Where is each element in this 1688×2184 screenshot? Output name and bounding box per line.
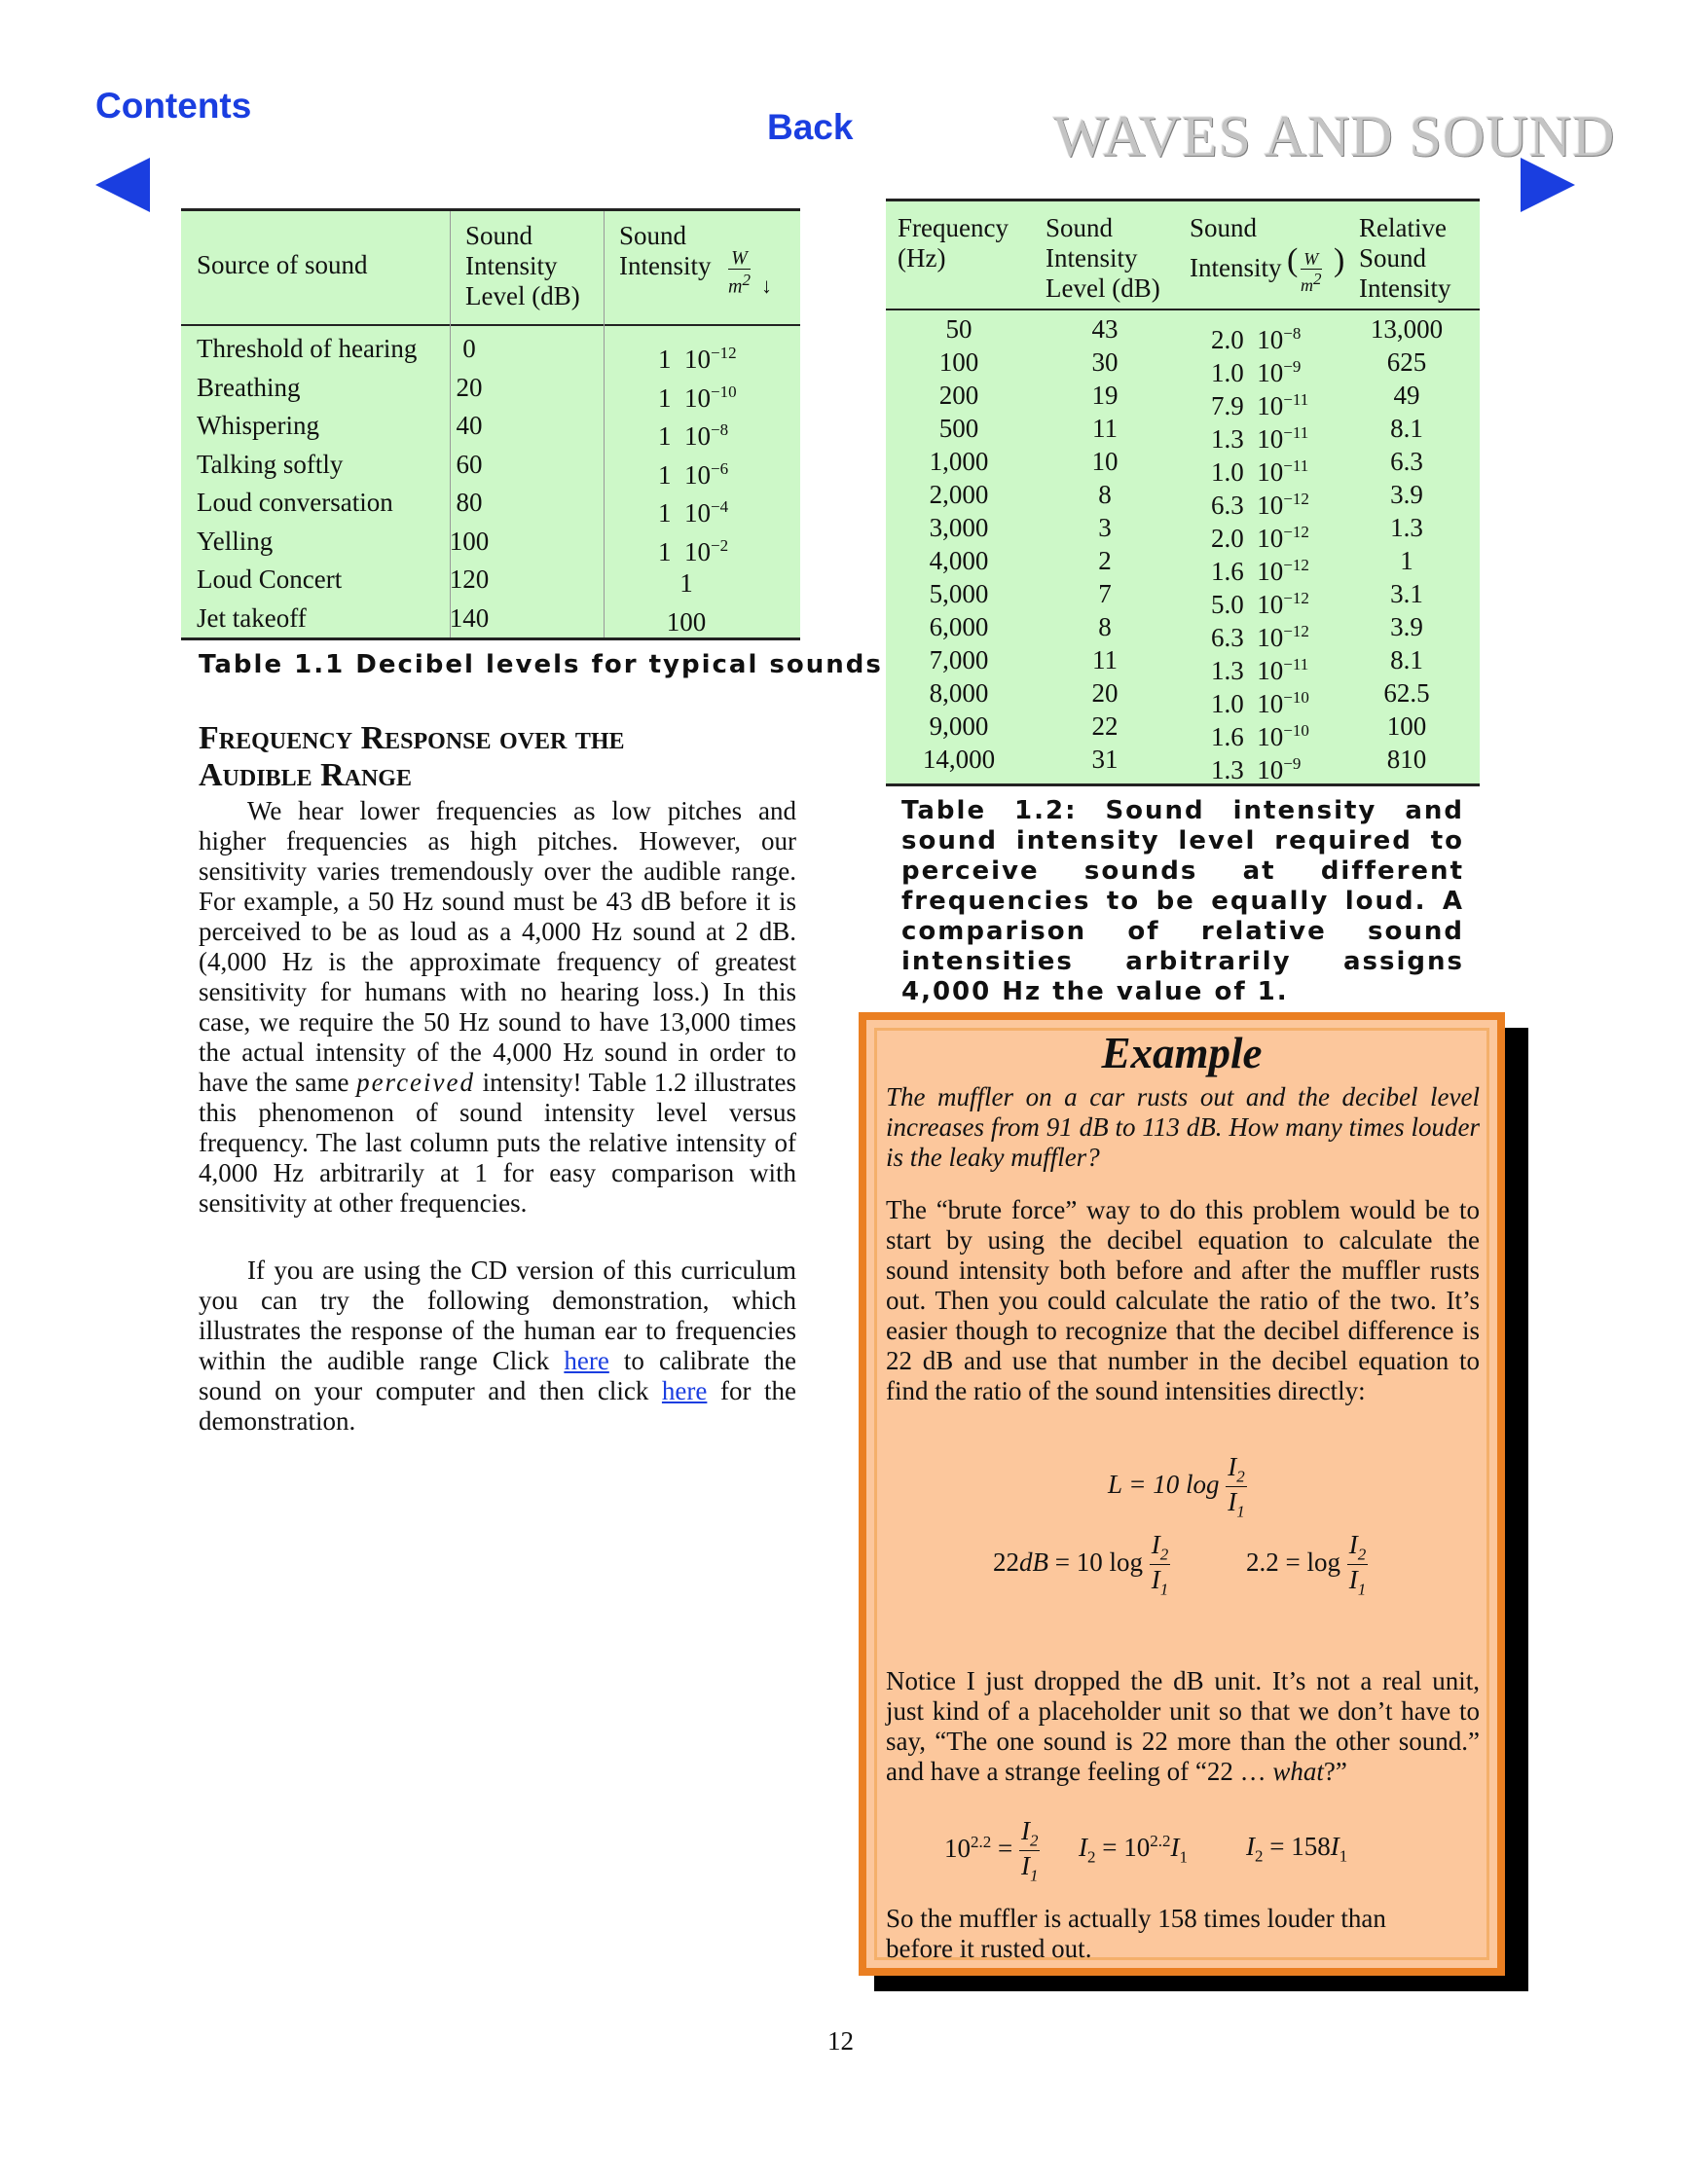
cell-frequency: 1,000: [929, 447, 989, 476]
cell-frequency: 9,000: [929, 711, 989, 741]
cell-level: 2: [1098, 546, 1112, 575]
decibel-equation: L = 10 log $\frac{I_2}{I_1}$: [1108, 1452, 1245, 1521]
cell-source: Loud conversation: [197, 488, 393, 517]
contents-link[interactable]: Contents: [95, 86, 252, 126]
table-row: [181, 407, 800, 451]
cell-relative: 625: [1386, 347, 1427, 377]
cell-level: 19: [1091, 381, 1119, 410]
cell-intensity: 2.0 $10^{-8}$: [1211, 324, 1302, 354]
cell-level: 8: [1098, 612, 1112, 641]
cell-level: 20: [1091, 678, 1119, 708]
table-row: [886, 645, 1480, 685]
cell-level: 100: [449, 526, 490, 556]
cell-intensity: 1 $10^{-4}$: [658, 497, 729, 528]
example-note: Notice I just dropped the dB unit. It’s not a real unit, just kind of a placeholder unit so that we don’t have to say, “The one sound is 22 more than the other sound.” and have a strange feeling of “22 … what?”: [886, 1666, 1480, 1786]
cell-intensity: 1.6 $10^{-12}$: [1211, 556, 1309, 586]
example-box: [859, 1012, 1505, 1976]
cell-intensity: 1.6 $10^{-10}$: [1211, 721, 1309, 751]
header-intensity: Sound Intensity W $m^2$ ↓: [619, 221, 772, 298]
cell-level: 43: [1091, 314, 1119, 344]
paragraph-demonstration: If you are using the CD version of this curriculum you can try the following demonstration, which illustrates the response of the human ear to frequencies within the audible range Click here to calibrate the sound on your computer and then click here for the demonstration.: [199, 1256, 797, 1436]
cell-frequency: 50: [945, 314, 972, 344]
cell-level: 0: [462, 334, 476, 363]
cell-source: Yelling: [197, 526, 274, 556]
cell-level: 8: [1098, 480, 1112, 509]
header-source: Source of sound: [197, 250, 368, 279]
cell-intensity: 1.3 $10^{-11}$: [1211, 655, 1309, 685]
example-explanation: The “brute force” way to do this problem would be to start by using the decibel equation to calculate the sound intensity both before and after the muffler rusts out. Then you could calculate the ratio of the two. It’s easier though to recognize that the decibel difference is 22 dB and use that number in the decibel equation to find the ratio of the sound intensities directly:: [886, 1195, 1480, 1405]
cell-intensity: 5.0 $10^{-12}$: [1211, 589, 1309, 619]
header-frequency: Frequency (Hz): [898, 213, 1009, 273]
cell-level: 30: [1091, 347, 1119, 377]
cell-relative: 8.1: [1390, 645, 1423, 674]
example-conclusion: So the muffler is actually 158 times louder than before it rusted out.: [886, 1904, 1386, 1963]
cell-relative: 3.1: [1390, 579, 1423, 608]
cell-frequency: 2,000: [929, 480, 989, 509]
cell-level: 31: [1091, 745, 1119, 774]
brand-title: WAVES AND SOUND: [1053, 104, 1616, 168]
table1-caption: Table 1.1 Decibel levels for typical sounds: [199, 650, 883, 679]
table-row: [181, 523, 800, 566]
cell-frequency: 7,000: [929, 645, 989, 674]
equation-result: $I_2 = 158I_1$: [1246, 1832, 1348, 1866]
cell-level: 40: [456, 411, 483, 440]
table-row: [886, 678, 1480, 718]
decibel-levels-table: [181, 208, 800, 640]
table-row: [886, 480, 1480, 520]
cell-intensity: 1 $10^{-10}$: [658, 382, 737, 413]
cell-intensity: 1.0 $10^{-11}$: [1211, 456, 1309, 487]
cell-relative: 1.3: [1390, 513, 1423, 542]
cell-level: 3: [1098, 513, 1112, 542]
header-relative: Relative Sound Intensity: [1359, 213, 1451, 303]
cell-level: 22: [1091, 711, 1119, 741]
cell-intensity: 1.3 $10^{-9}$: [1211, 754, 1302, 784]
calibrate-link[interactable]: here: [564, 1346, 609, 1375]
table-row: [886, 347, 1480, 387]
cell-intensity: 6.3 $10^{-12}$: [1211, 490, 1309, 520]
previous-page-arrow-icon[interactable]: [93, 156, 152, 214]
cell-level: 140: [449, 602, 490, 633]
cell-level: 60: [456, 449, 483, 479]
cell-level: 11: [1092, 414, 1118, 443]
cell-source: Breathing: [197, 372, 301, 402]
table-row: [886, 745, 1480, 784]
frequency-response-table: [886, 199, 1480, 786]
cell-source: Jet takeoff: [197, 602, 307, 633]
cell-source: Whispering: [197, 411, 319, 440]
table-row: [181, 484, 800, 528]
cell-intensity: 7.9 $10^{-11}$: [1211, 390, 1309, 420]
cell-relative: 13,000: [1370, 314, 1444, 344]
cell-intensity: 1 $10^{-12}$: [658, 344, 737, 374]
cell-frequency: 6,000: [929, 612, 989, 641]
demonstration-link[interactable]: here: [661, 1376, 708, 1405]
table-row: [886, 513, 1480, 553]
table-row: [181, 600, 800, 637]
cell-intensity: 1.0 $10^{-10}$: [1211, 688, 1309, 718]
cell-intensity: 1 $10^{-6}$: [658, 458, 729, 490]
next-page-arrow-icon[interactable]: [1519, 156, 1577, 214]
section-title: Frequency Response over the Audible Range: [199, 720, 625, 793]
cell-relative: 100: [1386, 711, 1427, 741]
cell-frequency: 100: [938, 347, 979, 377]
table-row: [181, 446, 800, 490]
equation-i2: $I_2 = 10^{2.2}I_1$: [1079, 1832, 1188, 1867]
equation-ratio: $10^{2.2}$ = $\frac{I_2}{I_1}$: [944, 1816, 1039, 1885]
cell-frequency: 14,000: [922, 745, 996, 774]
table-row: [886, 546, 1480, 586]
example-title: Example: [1101, 1029, 1263, 1077]
cell-relative: 3.9: [1390, 480, 1423, 509]
cell-intensity: 2.0 $10^{-12}$: [1211, 523, 1309, 553]
cell-source: Threshold of hearing: [197, 334, 418, 363]
table2-caption: Table 1.2: Sound intensity and sound intensity level required to perceive sounds at different frequencies to be equally loud. A comparison of relative sound intensities arbitrarily assigns 4,000 Hz the value of 1.: [901, 796, 1464, 1006]
equation-22db: 22dB = 10 log $\frac{I_2}{I_1}$: [993, 1530, 1169, 1599]
table-row: [181, 561, 800, 598]
table-row: [886, 381, 1480, 420]
table-row: [181, 330, 800, 374]
table-row: [886, 711, 1480, 751]
cell-intensity: 1.3 $10^{-11}$: [1211, 423, 1309, 454]
cell-source: Loud Concert: [197, 564, 343, 594]
cell-intensity: 1 $10^{-8}$: [658, 420, 729, 451]
cell-relative: 810: [1386, 745, 1427, 774]
cell-level: 11: [1092, 645, 1118, 674]
example-question: The muffler on a car rusts out and the decibel level increases from 91 dB to 113 dB. How many times louder is the leaky muffler?: [886, 1082, 1480, 1172]
table-row: [886, 579, 1480, 619]
cell-source: Talking softly: [197, 449, 344, 479]
header-intensity: Sound Intensity ( W $m^2$ ): [1190, 213, 1345, 295]
cell-intensity: 1: [679, 568, 693, 598]
table-row: [181, 369, 800, 413]
cell-intensity: 1 $10^{-2}$: [658, 535, 729, 566]
cell-relative: 3.9: [1390, 612, 1423, 641]
cell-relative: 62.5: [1383, 678, 1430, 708]
paragraph-frequency-response: We hear lower frequencies as low pitches and higher frequencies as high pitches. However, our sensitivity varies tremendously over the audible range. For example, a 50 Hz sound must be 43 dB before it is perceived to be as loud as a 4,000 Hz sound at 2 dB. (4,000 Hz is the approximate frequency of greatest sensitivity for humans with no hearing loss.) In this case, we require the 50 Hz sound to have 13,000 times the actual intensity of the 4,000 Hz sound in order to have the same perceived intensity! Table 1.2 illustrates this phenomenon of sound intensity level versus frequency. The last column puts the relative intensity of 4,000 Hz arbitrarily at 1 for easy comparison with sensitivity at other frequencies.: [199, 796, 797, 1218]
table-row: [886, 414, 1480, 454]
page-number: 12: [827, 2026, 854, 2056]
cell-frequency: 3,000: [929, 513, 989, 542]
cell-relative: 1: [1400, 546, 1413, 575]
cell-frequency: 500: [938, 414, 979, 443]
cell-relative: 8.1: [1390, 414, 1423, 443]
cell-level: 10: [1091, 447, 1119, 476]
cell-frequency: 4,000: [929, 546, 989, 575]
cell-frequency: 200: [938, 381, 979, 410]
cell-level: 80: [456, 488, 483, 517]
header-level: Sound Intensity Level (dB): [465, 221, 580, 310]
cell-intensity: 1.0 $10^{-9}$: [1211, 357, 1302, 387]
cell-level: 20: [456, 372, 483, 402]
cell-relative: 49: [1393, 381, 1420, 410]
cell-level: 7: [1098, 579, 1112, 608]
table-row: [886, 314, 1480, 354]
cell-intensity: 6.3 $10^{-12}$: [1211, 622, 1309, 652]
cell-intensity: 100: [666, 606, 707, 637]
table-row: [886, 447, 1480, 487]
table-row: [886, 612, 1480, 652]
equation-2-2: 2.2 = log $\frac{I_2}{I_1}$: [1246, 1530, 1367, 1599]
header-level: Sound Intensity Level (dB): [1046, 213, 1160, 303]
cell-level: 120: [449, 564, 490, 594]
back-link[interactable]: Back: [767, 107, 854, 147]
cell-frequency: 5,000: [929, 579, 989, 608]
cell-relative: 6.3: [1390, 447, 1423, 476]
cell-frequency: 8,000: [929, 678, 989, 708]
